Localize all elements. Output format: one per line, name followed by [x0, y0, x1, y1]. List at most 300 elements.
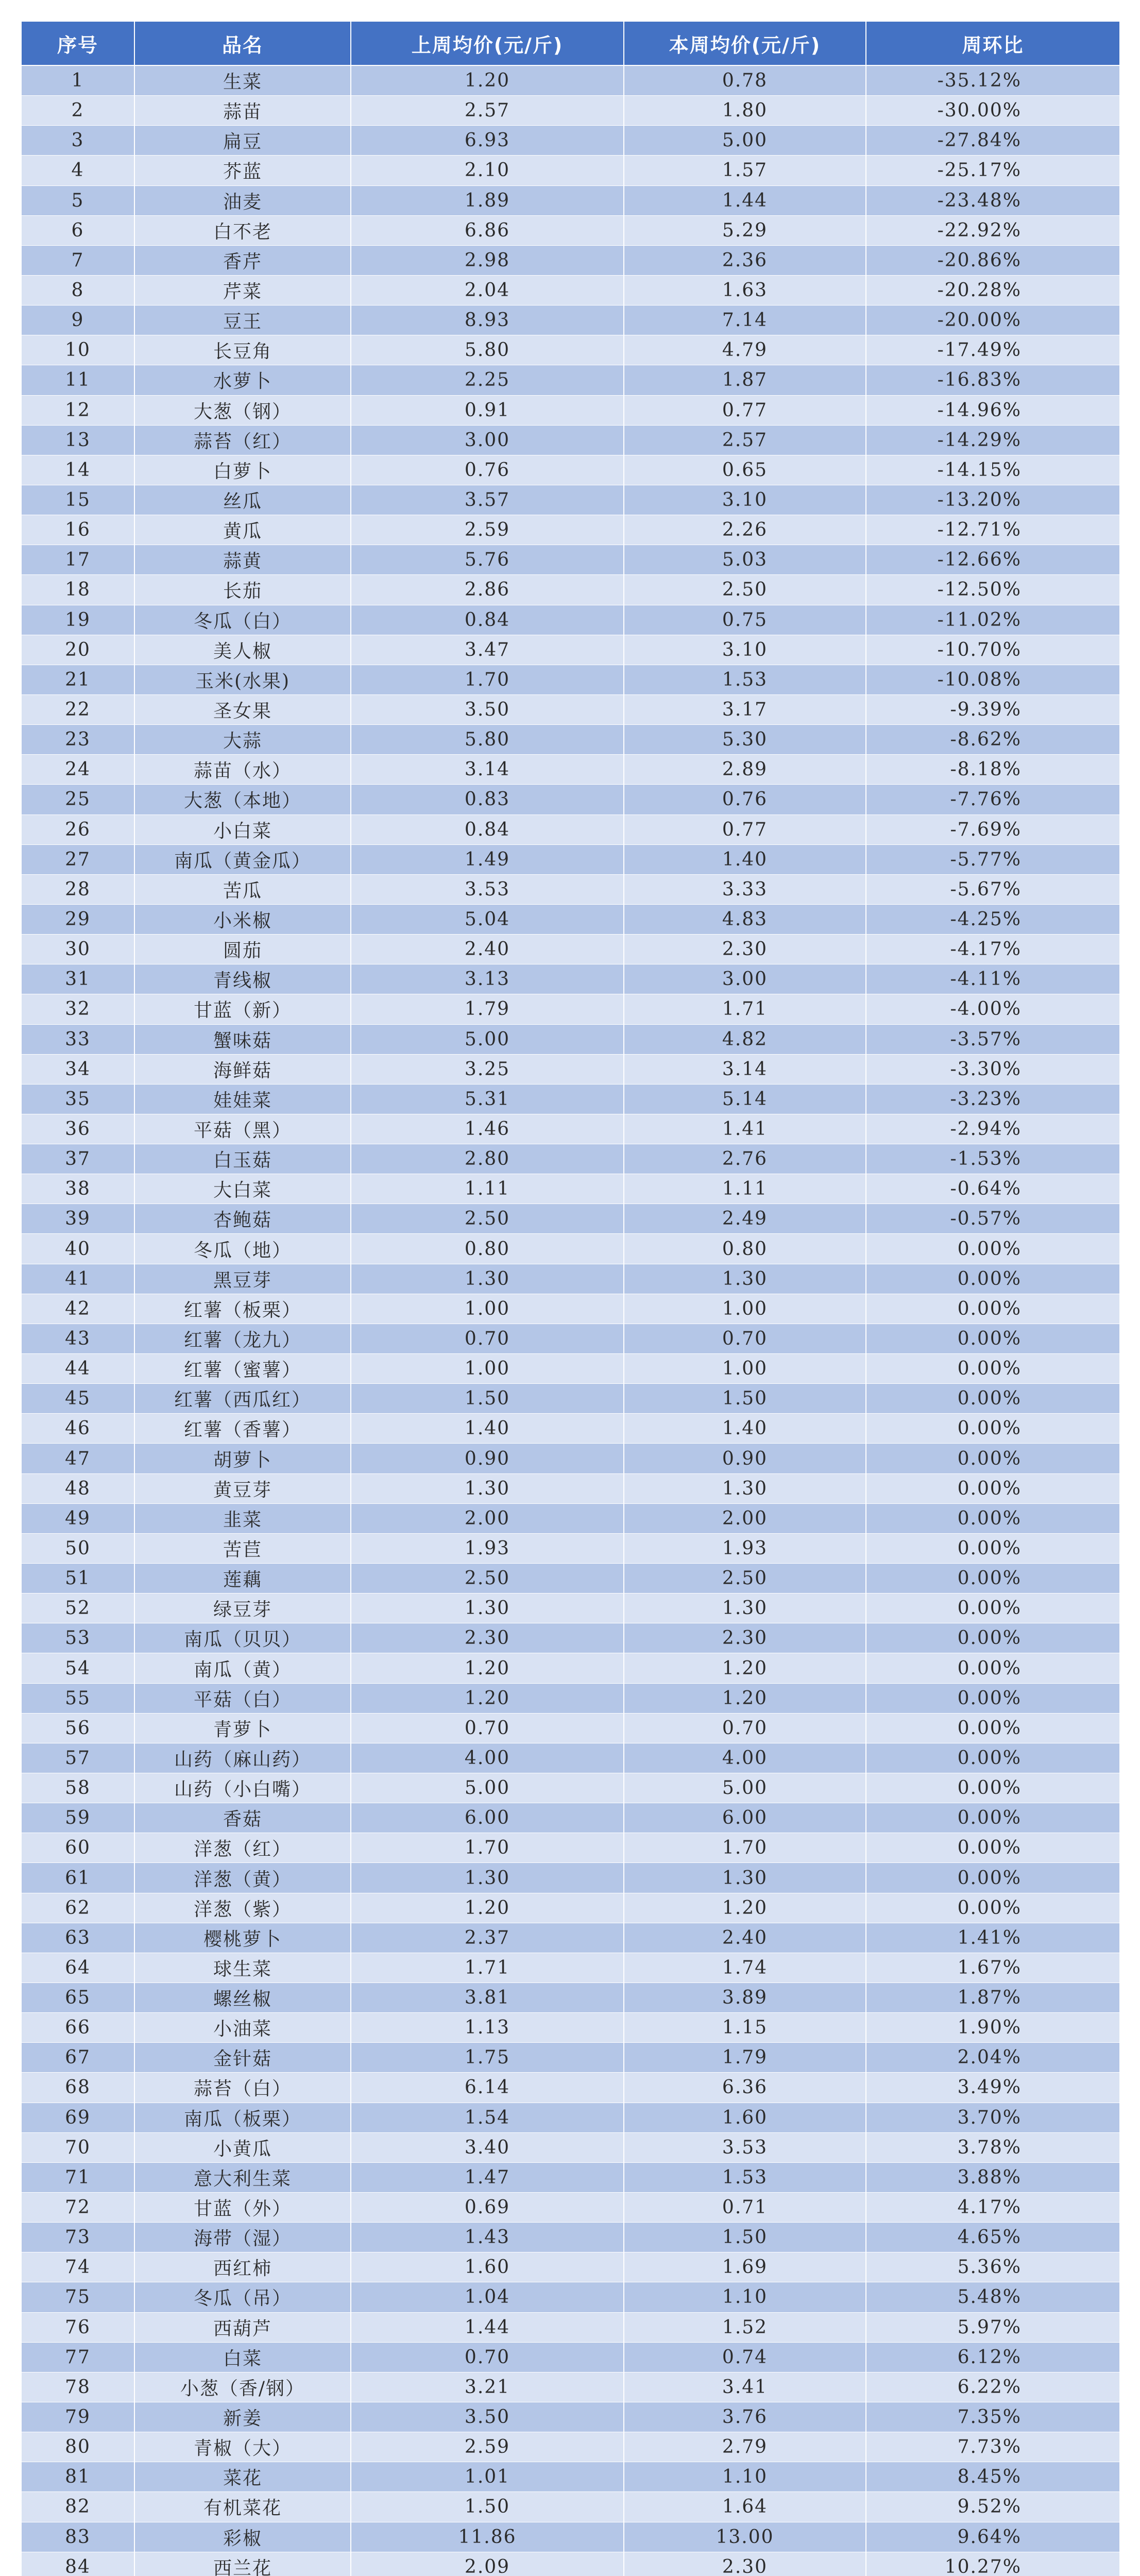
cell-item-name: 西红柿 — [134, 2252, 351, 2282]
table-row — [21, 785, 1120, 815]
cell-week-change: 3.70% — [866, 2103, 1120, 2132]
cell-this-week-price: 1.40 — [624, 1414, 866, 1444]
cell-last-week-price: 1.50 — [351, 2492, 624, 2522]
cell-item-name: 苦苣 — [134, 1533, 351, 1563]
cell-item-name: 南瓜（黄金瓜） — [134, 844, 351, 874]
cell-item-name: 山药（麻山药） — [134, 1743, 351, 1773]
cell-week-change: 0.00% — [866, 1893, 1120, 1923]
cell-this-week-price: 1.80 — [624, 96, 866, 126]
cell-this-week-price: 1.00 — [624, 1354, 866, 1384]
table-row — [21, 1414, 1120, 1444]
table-row — [21, 1264, 1120, 1294]
header-this-week-price: 本周均价(元/斤) — [624, 21, 866, 65]
cell-this-week-price: 3.33 — [624, 874, 866, 904]
cell-item-name: 蒜苗（水） — [134, 755, 351, 785]
cell-week-change: -20.00% — [866, 306, 1120, 335]
table-row — [21, 2223, 1120, 2252]
cell-this-week-price: 1.87 — [624, 365, 866, 395]
cell-last-week-price: 2.10 — [351, 156, 624, 185]
cell-week-change: 0.00% — [866, 1564, 1120, 1594]
cell-index: 41 — [21, 1264, 134, 1294]
cell-index: 16 — [21, 515, 134, 545]
table-row — [21, 2013, 1120, 2043]
cell-last-week-price: 5.31 — [351, 1084, 624, 1114]
table-row — [21, 1863, 1120, 1893]
table-row — [21, 1144, 1120, 1174]
cell-item-name: 青萝卜 — [134, 1713, 351, 1743]
cell-this-week-price: 1.20 — [624, 1893, 866, 1923]
cell-index: 10 — [21, 335, 134, 365]
cell-last-week-price: 0.84 — [351, 605, 624, 635]
cell-week-change: 0.00% — [866, 1594, 1120, 1623]
cell-this-week-price: 1.44 — [624, 185, 866, 215]
cell-this-week-price: 0.70 — [624, 1713, 866, 1743]
cell-this-week-price: 0.80 — [624, 1234, 866, 1264]
cell-last-week-price: 0.83 — [351, 785, 624, 815]
cell-week-change: 0.00% — [866, 1324, 1120, 1353]
table-row — [21, 1833, 1120, 1863]
cell-last-week-price: 1.00 — [351, 1294, 624, 1324]
cell-item-name: 彩椒 — [134, 2522, 351, 2552]
cell-this-week-price: 2.76 — [624, 1144, 866, 1174]
cell-week-change: -8.62% — [866, 725, 1120, 755]
cell-week-change: -14.15% — [866, 455, 1120, 485]
table-row — [21, 455, 1120, 485]
table-row — [21, 1444, 1120, 1473]
cell-last-week-price: 3.40 — [351, 2132, 624, 2162]
table-header — [21, 21, 1120, 65]
cell-index: 63 — [21, 1923, 134, 1953]
cell-index: 59 — [21, 1803, 134, 1833]
table-row — [21, 185, 1120, 215]
cell-index: 78 — [21, 2372, 134, 2402]
cell-item-name: 红薯（蜜薯） — [134, 1354, 351, 1384]
cell-last-week-price: 2.09 — [351, 2552, 624, 2576]
cell-item-name: 玉米(水果) — [134, 665, 351, 694]
cell-this-week-price: 0.75 — [624, 605, 866, 635]
cell-last-week-price: 3.50 — [351, 2402, 624, 2432]
cell-week-change: 3.88% — [866, 2162, 1120, 2192]
cell-week-change: 5.48% — [866, 2282, 1120, 2312]
cell-last-week-price: 2.98 — [351, 245, 624, 275]
cell-item-name: 平菇（黑） — [134, 1114, 351, 1144]
table-row — [21, 215, 1120, 245]
cell-last-week-price: 1.47 — [351, 2162, 624, 2192]
cell-index: 64 — [21, 1953, 134, 1982]
table-row — [21, 935, 1120, 964]
cell-index: 30 — [21, 935, 134, 964]
cell-last-week-price: 1.49 — [351, 844, 624, 874]
table-row — [21, 395, 1120, 425]
cell-index: 75 — [21, 2282, 134, 2312]
cell-item-name: 油麦 — [134, 185, 351, 215]
table-row — [21, 1234, 1120, 1264]
cell-item-name: 大葱（钢） — [134, 395, 351, 425]
table-row — [21, 2162, 1120, 2192]
cell-item-name: 冬瓜（地） — [134, 1234, 351, 1264]
cell-item-name: 蟹味菇 — [134, 1024, 351, 1054]
cell-week-change: 0.00% — [866, 1833, 1120, 1863]
table-row — [21, 2552, 1120, 2576]
cell-week-change: 1.67% — [866, 1953, 1120, 1982]
cell-item-name: 山药（小白嘴） — [134, 1773, 351, 1803]
cell-last-week-price: 3.00 — [351, 425, 624, 455]
cell-this-week-price: 1.10 — [624, 2462, 866, 2492]
table-row — [21, 904, 1120, 934]
cell-this-week-price: 4.83 — [624, 904, 866, 934]
table-row — [21, 306, 1120, 335]
cell-week-change: 0.00% — [866, 1683, 1120, 1713]
cell-last-week-price: 0.69 — [351, 2192, 624, 2222]
cell-week-change: 0.00% — [866, 1473, 1120, 1503]
cell-last-week-price: 4.00 — [351, 1743, 624, 1773]
cell-last-week-price: 3.57 — [351, 485, 624, 515]
cell-week-change: 0.00% — [866, 1713, 1120, 1743]
cell-this-week-price: 3.10 — [624, 635, 866, 665]
cell-this-week-price: 1.53 — [624, 2162, 866, 2192]
cell-last-week-price: 2.30 — [351, 1623, 624, 1653]
cell-week-change: -0.64% — [866, 1174, 1120, 1204]
table-row — [21, 2522, 1120, 2552]
cell-item-name: 水萝卜 — [134, 365, 351, 395]
cell-index: 50 — [21, 1533, 134, 1563]
cell-index: 37 — [21, 1144, 134, 1174]
cell-last-week-price: 6.93 — [351, 126, 624, 156]
cell-this-week-price: 0.90 — [624, 1444, 866, 1473]
cell-week-change: 5.36% — [866, 2252, 1120, 2282]
cell-last-week-price: 2.59 — [351, 2432, 624, 2462]
cell-week-change: -14.96% — [866, 395, 1120, 425]
cell-this-week-price: 2.50 — [624, 1564, 866, 1594]
cell-item-name: 大葱（本地） — [134, 785, 351, 815]
cell-index: 39 — [21, 1204, 134, 1234]
cell-this-week-price: 5.30 — [624, 725, 866, 755]
cell-item-name: 黄豆芽 — [134, 1473, 351, 1503]
table-row — [21, 65, 1120, 96]
cell-index: 82 — [21, 2492, 134, 2522]
cell-week-change: -20.28% — [866, 275, 1120, 305]
cell-this-week-price: 1.71 — [624, 994, 866, 1024]
cell-item-name: 甘蓝（新） — [134, 994, 351, 1024]
cell-item-name: 甘蓝（外） — [134, 2192, 351, 2222]
cell-week-change: -23.48% — [866, 185, 1120, 215]
cell-week-change: -3.57% — [866, 1024, 1120, 1054]
cell-index: 27 — [21, 844, 134, 874]
cell-index: 73 — [21, 2223, 134, 2252]
cell-week-change: -5.67% — [866, 874, 1120, 904]
cell-last-week-price: 1.50 — [351, 1384, 624, 1414]
cell-index: 42 — [21, 1294, 134, 1324]
cell-item-name: 菜花 — [134, 2462, 351, 2492]
table-row — [21, 1114, 1120, 1144]
cell-last-week-price: 11.86 — [351, 2522, 624, 2552]
cell-last-week-price: 0.70 — [351, 1713, 624, 1743]
cell-item-name: 生菜 — [134, 65, 351, 96]
cell-item-name: 红薯（板栗） — [134, 1294, 351, 1324]
header-item-name: 品名 — [134, 21, 351, 65]
cell-week-change: 6.22% — [866, 2372, 1120, 2402]
cell-index: 48 — [21, 1473, 134, 1503]
table-row — [21, 515, 1120, 545]
cell-item-name: 南瓜（贝贝） — [134, 1623, 351, 1653]
table-row — [21, 874, 1120, 904]
cell-this-week-price: 2.50 — [624, 575, 866, 605]
cell-last-week-price: 1.20 — [351, 1893, 624, 1923]
cell-index: 29 — [21, 904, 134, 934]
cell-item-name: 小葱（香/钢） — [134, 2372, 351, 2402]
cell-index: 74 — [21, 2252, 134, 2282]
cell-this-week-price: 0.71 — [624, 2192, 866, 2222]
cell-item-name: 豆王 — [134, 306, 351, 335]
cell-item-name: 红薯（西瓜红） — [134, 1384, 351, 1414]
cell-this-week-price: 1.30 — [624, 1594, 866, 1623]
cell-last-week-price: 1.89 — [351, 185, 624, 215]
table-row — [21, 1923, 1120, 1953]
table-row — [21, 665, 1120, 694]
table-row — [21, 2103, 1120, 2132]
cell-last-week-price: 5.00 — [351, 1773, 624, 1803]
table-row — [21, 694, 1120, 724]
cell-this-week-price: 1.20 — [624, 1653, 866, 1683]
cell-week-change: 10.27% — [866, 2552, 1120, 2576]
cell-index: 19 — [21, 605, 134, 635]
cell-this-week-price: 13.00 — [624, 2522, 866, 2552]
cell-week-change: -7.76% — [866, 785, 1120, 815]
cell-last-week-price: 3.47 — [351, 635, 624, 665]
cell-last-week-price: 2.37 — [351, 1923, 624, 1953]
cell-last-week-price: 1.54 — [351, 2103, 624, 2132]
cell-item-name: 大白菜 — [134, 1174, 351, 1204]
cell-this-week-price: 3.17 — [624, 694, 866, 724]
table-row — [21, 1533, 1120, 1563]
table-row — [21, 815, 1120, 844]
table-row — [21, 1503, 1120, 1533]
cell-week-change: 0.00% — [866, 1444, 1120, 1473]
cell-this-week-price: 2.30 — [624, 1623, 866, 1653]
table-row — [21, 425, 1120, 455]
cell-index: 23 — [21, 725, 134, 755]
cell-last-week-price: 1.44 — [351, 2312, 624, 2342]
cell-index: 62 — [21, 1893, 134, 1923]
cell-index: 72 — [21, 2192, 134, 2222]
cell-week-change: -35.12% — [866, 65, 1120, 96]
cell-last-week-price: 3.14 — [351, 755, 624, 785]
cell-this-week-price: 1.30 — [624, 1473, 866, 1503]
table-row — [21, 545, 1120, 575]
table-row — [21, 1324, 1120, 1353]
cell-week-change: 7.73% — [866, 2432, 1120, 2462]
cell-item-name: 蒜苔（红） — [134, 425, 351, 455]
header-index: 序号 — [21, 21, 134, 65]
cell-this-week-price: 1.70 — [624, 1833, 866, 1863]
cell-index: 4 — [21, 156, 134, 185]
cell-this-week-price: 2.00 — [624, 1503, 866, 1533]
header-week-change: 周环比 — [866, 21, 1120, 65]
cell-last-week-price: 3.13 — [351, 964, 624, 994]
cell-last-week-price: 1.01 — [351, 2462, 624, 2492]
table-row — [21, 1953, 1120, 1982]
cell-index: 3 — [21, 126, 134, 156]
cell-last-week-price: 0.70 — [351, 1324, 624, 1353]
table-row — [21, 2462, 1120, 2492]
cell-last-week-price: 1.70 — [351, 1833, 624, 1863]
cell-last-week-price: 0.84 — [351, 815, 624, 844]
table-row — [21, 126, 1120, 156]
cell-week-change: -16.83% — [866, 365, 1120, 395]
cell-item-name: 黑豆芽 — [134, 1264, 351, 1294]
cell-item-name: 圣女果 — [134, 694, 351, 724]
cell-item-name: 螺丝椒 — [134, 1983, 351, 2013]
table-row — [21, 2342, 1120, 2372]
table-row — [21, 156, 1120, 185]
table-row — [21, 1653, 1120, 1683]
table-row — [21, 335, 1120, 365]
cell-last-week-price: 1.11 — [351, 1174, 624, 1204]
cell-index: 79 — [21, 2402, 134, 2432]
cell-last-week-price: 2.04 — [351, 275, 624, 305]
table-row — [21, 2252, 1120, 2282]
cell-last-week-price: 3.50 — [351, 694, 624, 724]
table-row — [21, 994, 1120, 1024]
cell-item-name: 洋葱（紫） — [134, 1893, 351, 1923]
cell-last-week-price: 1.40 — [351, 1414, 624, 1444]
table-row — [21, 635, 1120, 665]
cell-index: 68 — [21, 2073, 134, 2103]
cell-last-week-price: 1.75 — [351, 2043, 624, 2073]
table-row — [21, 245, 1120, 275]
table-row — [21, 2043, 1120, 2073]
cell-last-week-price: 5.80 — [351, 335, 624, 365]
cell-item-name: 冬瓜（白） — [134, 605, 351, 635]
cell-week-change: -10.08% — [866, 665, 1120, 694]
cell-index: 71 — [21, 2162, 134, 2192]
cell-this-week-price: 4.79 — [624, 335, 866, 365]
table-row — [21, 1084, 1120, 1114]
cell-last-week-price: 6.86 — [351, 215, 624, 245]
cell-this-week-price: 4.82 — [624, 1024, 866, 1054]
cell-index: 18 — [21, 575, 134, 605]
cell-week-change: -4.11% — [866, 964, 1120, 994]
cell-week-change: 0.00% — [866, 1234, 1120, 1264]
cell-last-week-price: 6.00 — [351, 1803, 624, 1833]
cell-week-change: 1.41% — [866, 1923, 1120, 1953]
cell-this-week-price: 0.70 — [624, 1324, 866, 1353]
cell-index: 70 — [21, 2132, 134, 2162]
table-row — [21, 485, 1120, 515]
cell-last-week-price: 2.50 — [351, 1204, 624, 1234]
cell-week-change: -0.57% — [866, 1204, 1120, 1234]
cell-last-week-price: 1.79 — [351, 994, 624, 1024]
cell-index: 47 — [21, 1444, 134, 1473]
cell-last-week-price: 2.40 — [351, 935, 624, 964]
cell-index: 21 — [21, 665, 134, 694]
cell-item-name: 蒜黄 — [134, 545, 351, 575]
cell-this-week-price: 1.53 — [624, 665, 866, 694]
cell-week-change: -12.71% — [866, 515, 1120, 545]
cell-item-name: 丝瓜 — [134, 485, 351, 515]
cell-index: 26 — [21, 815, 134, 844]
cell-this-week-price: 2.40 — [624, 1923, 866, 1953]
cell-week-change: -4.25% — [866, 904, 1120, 934]
cell-this-week-price: 1.15 — [624, 2013, 866, 2043]
cell-index: 84 — [21, 2552, 134, 2576]
cell-week-change: -11.02% — [866, 605, 1120, 635]
cell-last-week-price: 8.93 — [351, 306, 624, 335]
cell-last-week-price: 0.80 — [351, 1234, 624, 1264]
cell-this-week-price: 6.00 — [624, 1803, 866, 1833]
cell-this-week-price: 1.52 — [624, 2312, 866, 2342]
cell-this-week-price: 1.40 — [624, 844, 866, 874]
cell-week-change: 0.00% — [866, 1414, 1120, 1444]
cell-last-week-price: 1.00 — [351, 1354, 624, 1384]
cell-week-change: 0.00% — [866, 1773, 1120, 1803]
cell-week-change: 0.00% — [866, 1533, 1120, 1563]
table-row — [21, 2073, 1120, 2103]
cell-index: 77 — [21, 2342, 134, 2372]
cell-week-change: 4.65% — [866, 2223, 1120, 2252]
cell-index: 6 — [21, 215, 134, 245]
cell-week-change: 2.04% — [866, 2043, 1120, 2073]
cell-index: 15 — [21, 485, 134, 515]
cell-item-name: 白萝卜 — [134, 455, 351, 485]
table-row — [21, 1983, 1120, 2013]
table-row — [21, 1564, 1120, 1594]
cell-item-name: 圆茄 — [134, 935, 351, 964]
cell-item-name: 小米椒 — [134, 904, 351, 934]
cell-index: 8 — [21, 275, 134, 305]
cell-item-name: 莲藕 — [134, 1564, 351, 1594]
cell-week-change: -5.77% — [866, 844, 1120, 874]
cell-item-name: 美人椒 — [134, 635, 351, 665]
cell-item-name: 黄瓜 — [134, 515, 351, 545]
cell-last-week-price: 2.57 — [351, 96, 624, 126]
cell-item-name: 白菜 — [134, 2342, 351, 2372]
table-row — [21, 1683, 1120, 1713]
cell-last-week-price: 3.53 — [351, 874, 624, 904]
cell-item-name: 香菇 — [134, 1803, 351, 1833]
cell-week-change: 0.00% — [866, 1354, 1120, 1384]
cell-last-week-price: 2.80 — [351, 1144, 624, 1174]
cell-last-week-price: 6.14 — [351, 2073, 624, 2103]
cell-index: 55 — [21, 1683, 134, 1713]
header-last-week-price: 上周均价(元/斤) — [351, 21, 624, 65]
cell-item-name: 蒜苔（白） — [134, 2073, 351, 2103]
cell-index: 28 — [21, 874, 134, 904]
cell-item-name: 南瓜（板栗） — [134, 2103, 351, 2132]
cell-week-change: 0.00% — [866, 1803, 1120, 1833]
cell-index: 11 — [21, 365, 134, 395]
cell-index: 81 — [21, 2462, 134, 2492]
cell-this-week-price: 1.20 — [624, 1683, 866, 1713]
cell-index: 83 — [21, 2522, 134, 2552]
cell-week-change: 0.00% — [866, 1653, 1120, 1683]
table-row — [21, 1473, 1120, 1503]
cell-index: 49 — [21, 1503, 134, 1533]
cell-week-change: 6.12% — [866, 2342, 1120, 2372]
table-row — [21, 1893, 1120, 1923]
cell-index: 61 — [21, 1863, 134, 1893]
cell-item-name: 西兰花 — [134, 2552, 351, 2576]
cell-this-week-price: 7.14 — [624, 306, 866, 335]
cell-item-name: 有机菜花 — [134, 2492, 351, 2522]
header-row — [21, 21, 1120, 65]
table-row — [21, 1054, 1120, 1084]
table-row — [21, 2432, 1120, 2462]
cell-last-week-price: 1.30 — [351, 1863, 624, 1893]
cell-week-change: -10.70% — [866, 635, 1120, 665]
cell-this-week-price: 1.64 — [624, 2492, 866, 2522]
table-row — [21, 1174, 1120, 1204]
